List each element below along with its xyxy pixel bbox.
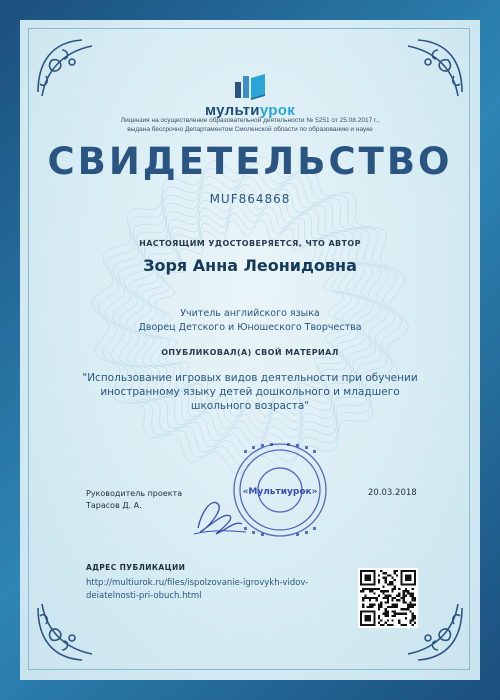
issue-date: 20.03.2018 xyxy=(368,488,417,498)
stamp-text: «Мультиурок» xyxy=(242,487,318,497)
certificate-code: MUF864868 xyxy=(209,192,291,206)
material-title: "Использование игровых видов деятельности при обучении иностранному языку детей дошкольного и младшего школьного возраста" xyxy=(82,372,418,412)
author-position xyxy=(20,307,480,335)
head-role: Руководитель проекта xyxy=(86,489,183,498)
license-line-2: выдана бессрочно Департаментом Смоленской области по образованию и науке xyxy=(127,126,373,133)
certificate-paper xyxy=(20,20,480,680)
multiurok-logo xyxy=(20,72,480,119)
publication-url-line-2[interactable]: deiatelnosti-pri-obuch.html xyxy=(86,591,202,601)
qr-code xyxy=(358,568,418,628)
certify-text: НАСТОЯЩИМ УДОСТОВЕРЯЕТСЯ, ЧТО АВТОР xyxy=(139,239,361,248)
published-text: ОПУБЛИКОВАЛ(А) СВОЙ МАТЕРИАЛ xyxy=(161,348,339,357)
license-line-1: Лицензия на осуществление образовательной деятельности № 5251 от 25.08.2017 г., xyxy=(120,117,380,124)
position-line-1: Учитель английского языка xyxy=(180,308,320,319)
position-line-2: Дворец Детского и Юношеского Творчества xyxy=(138,322,362,333)
license-text xyxy=(90,116,410,134)
publication-url-line-1[interactable]: http://multiurok.ru/files/ispolzovanie-igrovykh-vidov- xyxy=(86,578,309,588)
project-head xyxy=(86,488,182,512)
logo-wordmark: мультиурок xyxy=(204,102,296,119)
head-name: Тарасов Д. А. xyxy=(86,501,142,510)
author-name: Зоря Анна Леонидовна xyxy=(143,256,357,275)
certificate-title: СВИДЕТЕЛЬСТВО xyxy=(47,140,453,183)
publication-address-label: АДРЕС ПУБЛИКАЦИИ xyxy=(86,563,186,572)
signature xyxy=(190,490,250,540)
publication-url[interactable] xyxy=(86,577,336,603)
corner-ornament-bottom-left xyxy=(32,598,102,668)
book-icon xyxy=(233,72,267,100)
